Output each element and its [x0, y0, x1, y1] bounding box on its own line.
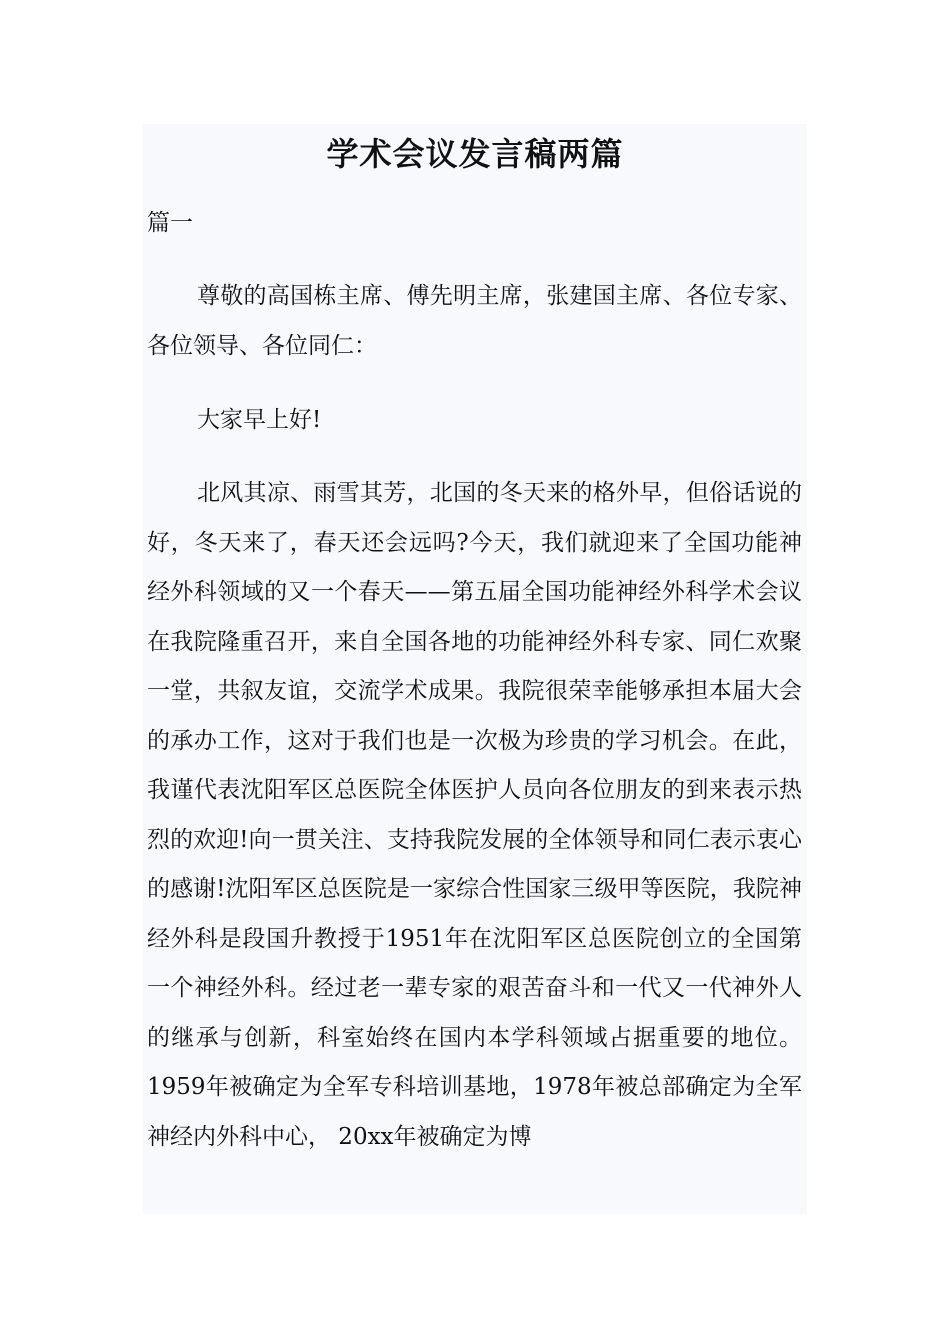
document-page: [143, 124, 807, 1214]
section-heading: 篇一: [147, 210, 193, 236]
document-title: 学术会议发言稿两篇: [326, 135, 624, 173]
paragraph-salutation: 尊敬的高国栋主席、傅先明主席，张建国主席、各位专家、各位领导、各位同仁：: [147, 283, 802, 359]
paragraph-greeting: 大家早上好!: [197, 407, 322, 433]
paragraph-body: 北风其凉、雨雪其芳，北国的冬天来的格外早，但俗话说的好，冬天来了，春天还会远吗?今天，我们就迎来了全国功能神经外科领域的又一个春天——第五届全国功能神经外科学术会议在我院隆重召开，来自全国各地的功能神经外科专家、同仁欢聚一堂，共叙友谊，交流学术成果。我院很荣幸能够承担本届大会的承办工作，这对于我们也是一次极为珍贵的学习机会。在此，我谨代表沈阳军区总医院全体医护人员向各位朋友的到来表示热烈的欢迎!向一贯关注、支持我院发展的全体领导和同仁表示衷心的感谢!沈阳军区总医院是一家综合性国家三级甲等医院，我院神经外科是段国升教授于1951年在沈阳军区总医院创立的全国第一个神经外科。经过老一辈专家的艰苦奋斗和一代又一代神外人的继承与创新，科室始终在国内本学科领域占据重要的地位。1959年被确定为全军专科培训基地，1978年被总部确定为全军神经内外科中心， 20xx年被确定为博: [147, 480, 802, 1150]
